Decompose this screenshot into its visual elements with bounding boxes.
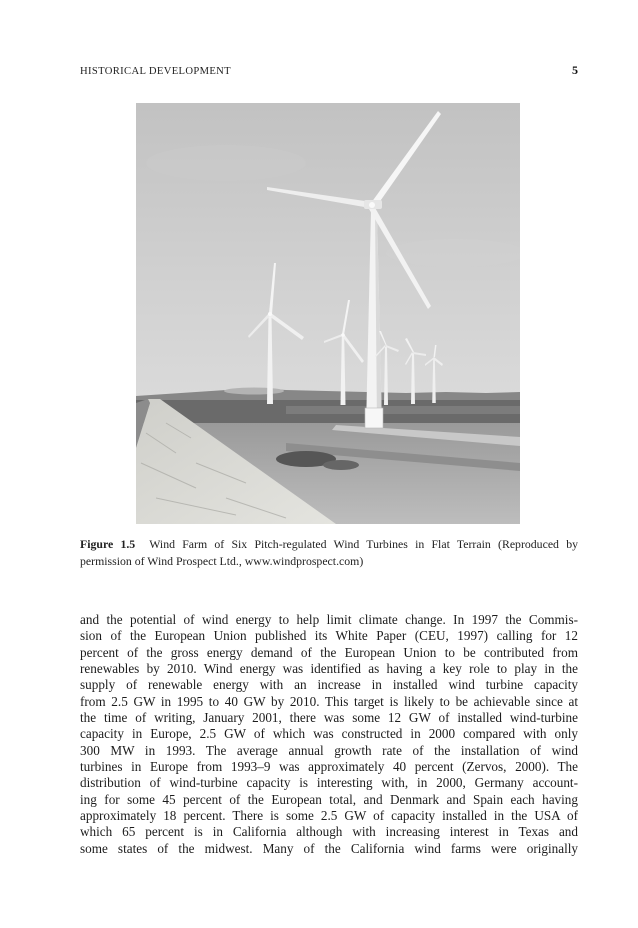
figure-caption xyxy=(80,536,578,570)
body-line: ing for some 45 percent of the European total, and Denmark and Spain each having xyxy=(80,791,578,807)
body-line: and the potential of wind energy to help limit climate change. In 1997 the Commis- xyxy=(80,612,578,627)
distant-town xyxy=(224,388,284,395)
body-line: percent of the gross energy demand of the European Union to be contributed from xyxy=(80,644,578,660)
body-line: distribution of wind-turbine capacity is interesting with, in 2000, Germany account- xyxy=(80,775,578,791)
turbine-base-housing xyxy=(365,408,383,428)
body-text xyxy=(80,612,578,857)
body-line: from 2.5 GW in 1995 to 40 GW by 2010. This target is likely to be achievable since at xyxy=(80,693,578,709)
figure-caption-line xyxy=(80,536,578,553)
running-head xyxy=(80,63,578,79)
page-number: 5 xyxy=(572,63,578,77)
body-line: renewables by 2010. Wind energy was identified as having a key role to play in the xyxy=(80,661,578,677)
body-line: sion of the European Union published its White Paper (CEU, 1997) calling for 12 xyxy=(80,628,578,644)
body-line: the time of writing, January 2001, there was some 12 GW of installed wind-turbine xyxy=(80,710,578,726)
figure-label: Figure 1.5 xyxy=(80,537,136,551)
mid-field-band xyxy=(286,406,520,414)
running-title: HISTORICAL DEVELOPMENT xyxy=(80,66,232,77)
body-line: some states of the midwest. Many of the California wind farms were originally xyxy=(80,840,578,856)
body-line: which 65 percent is in California although with increasing interest in Texas and xyxy=(80,824,578,840)
body-line: turbines in Europe from 1993–9 was approximately 40 percent (Zervos, 2000). The xyxy=(80,759,578,775)
bushes xyxy=(323,460,359,470)
turbine-hub xyxy=(341,333,345,337)
body-line: supply of renewable energy with an increase in installed wind turbine capacity xyxy=(80,677,578,693)
figure-caption-text: Wind Farm of Six Pitch-regulated Wind Turbines in Flat Terrain (Reproduced by xyxy=(149,537,578,551)
figure-caption-line: permission of Wind Prospect Ltd., www.windprospect.com) xyxy=(80,554,364,568)
body-line: approximately 18 percent. There is some 2.5 GW of capacity installed in the USA of xyxy=(80,808,578,824)
turbine-hub xyxy=(268,312,272,316)
turbine-hub xyxy=(369,202,375,208)
cloud xyxy=(146,145,306,181)
wind-farm-photo xyxy=(136,103,520,524)
body-line: 300 MW in 1993. The average annual growth rate of the installation of wind xyxy=(80,742,578,758)
body-line: capacity in Europe, 2.5 GW of which was constructed in 2000 compared with only xyxy=(80,726,578,742)
